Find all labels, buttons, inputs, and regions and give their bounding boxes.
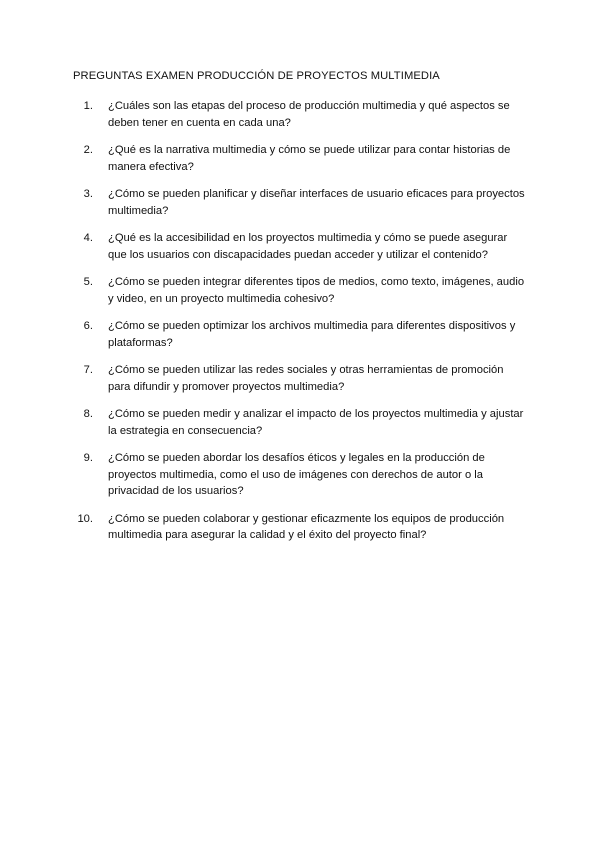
question-text: ¿Cómo se pueden optimizar los archivos multimedia para diferentes dispositivos y plataformas?: [108, 320, 516, 349]
question-item: [0, 142, 600, 175]
question-item: [0, 230, 600, 263]
question-number: 5.: [83, 276, 93, 288]
question-item: [0, 318, 600, 351]
question-number: 10.: [77, 512, 93, 525]
question-text: ¿Cómo se pueden medir y analizar el impacto de los proyectos multimedia y ajustar la estrategia en consecuencia?: [108, 408, 524, 437]
question-number: 1.: [83, 100, 93, 112]
question-number: 4.: [83, 232, 93, 244]
question-text: ¿Qué es la narrativa multimedia y cómo se puede utilizar para contar historias de manera efectiva?: [108, 144, 511, 173]
question-number: 6.: [83, 320, 93, 332]
question-number: 3.: [83, 188, 93, 200]
question-item: [0, 186, 600, 219]
question-text: ¿Cuáles son las etapas del proceso de producción multimedia y qué aspectos se deben tener en cuenta en cada una?: [108, 100, 510, 129]
question-item: [0, 450, 600, 500]
question-item: [0, 362, 600, 395]
question-number: 8.: [83, 408, 93, 420]
question-item: [0, 406, 600, 439]
question-text: ¿Cómo se pueden utilizar las redes sociales y otras herramientas de promoción para difundir y promover proyectos multimedia?: [108, 364, 504, 393]
question-text: ¿Cómo se pueden colaborar y gestionar eficazmente los equipos de producción multimedia para asegurar la calidad y el éxito del proyecto final?: [108, 512, 505, 541]
question-item: [0, 511, 600, 544]
question-text: ¿Cómo se pueden abordar los desafíos éticos y legales en la producción de proyectos multimedia, como el uso de imágenes con derechos de autor o la privacidad de los usuarios?: [108, 452, 485, 497]
question-text: ¿Cómo se pueden planificar y diseñar interfaces de usuario eficaces para proyectos multimedia?: [108, 188, 525, 217]
document-title: PREGUNTAS EXAMEN PRODUCCIÓN DE PROYECTOS MULTIMEDIA: [73, 70, 440, 82]
question-text: ¿Cómo se pueden integrar diferentes tipos de medios, como texto, imágenes, audio y video, en un proyecto multimedia cohesivo?: [108, 276, 525, 305]
question-number: 7.: [83, 364, 93, 376]
question-number: 2.: [83, 144, 93, 156]
question-text: ¿Qué es la accesibilidad en los proyectos multimedia y cómo se puede asegurar que los usuarios con discapacidades puedan acceder y utilizar el contenido?: [108, 232, 508, 261]
question-item: [0, 98, 600, 131]
question-item: [0, 274, 600, 307]
question-number: 9.: [83, 452, 93, 464]
question-list: [0, 98, 600, 544]
